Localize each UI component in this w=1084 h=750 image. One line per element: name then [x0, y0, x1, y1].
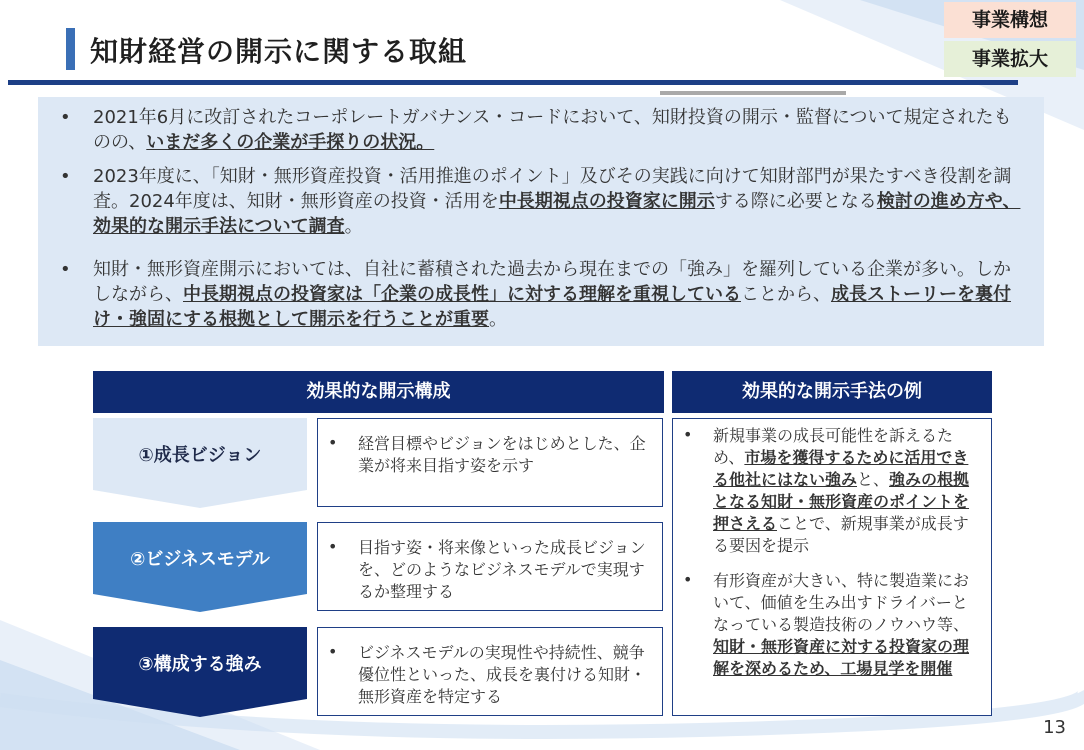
title-rule — [8, 80, 1018, 85]
step-description-2 — [317, 522, 663, 611]
step-description-1 — [317, 418, 663, 507]
step-growth-vision — [93, 418, 307, 508]
page-number: 13 — [1043, 717, 1066, 738]
bullet: • — [328, 537, 338, 556]
bullet: • — [683, 425, 693, 444]
disclosure-structure-header: 効果的な開示構成 — [93, 371, 664, 413]
bullet: • — [328, 642, 338, 661]
summary-box — [38, 97, 1044, 346]
disclosure-method-examples — [672, 418, 992, 716]
method-example-1: 新規事業の成長可能性を訴えるため、市場を獲得するために活用できる他社にはない強みと、強みの根拠となる知財・無形資産のポイントを押さえることで、新規事業が成長する要因を提示 — [713, 426, 970, 555]
bullet: • — [328, 433, 338, 452]
step-label: ①成長ビジョン — [138, 445, 262, 466]
title-accent-bar — [66, 28, 75, 70]
step-label: ②ビジネスモデル — [130, 549, 270, 570]
step-core-strengths — [93, 627, 307, 717]
step-description-3 — [317, 627, 663, 716]
summary-item-2: • 2023年度に、「知財・無形資産投資・活用推進のポイント」及びその実践に向けて知財部門が果たすべき役割を調査。2024年度は、知財・無形資産の投資・活用を中長期視点の投資家に開示する際に必要となる検討の進め方や、効果的な開示手法について調査。 — [48, 164, 1023, 239]
disclosure-method-header: 効果的な開示手法の例 — [672, 371, 992, 413]
step-description-text: 目指す姿・将来像といった成長ビジョンを、どのようなビジネスモデルで実現するか整理する — [358, 538, 646, 601]
summary-item-1: • 2021年6月に改訂されたコーポレートガバナンス・コードにおいて、知財投資の開示・監督について規定されたものの、いまだ多くの企業が手探りの状況。 — [48, 105, 1023, 155]
step-business-model — [93, 522, 307, 612]
page-title: 知財経営の開示に関する取組 — [90, 35, 468, 68]
summary-item-3: • 知財・無形資産開示においては、自社に蓄積された過去から現在までの「強み」を羅列している企業が多い。しかしながら、中長期視点の投資家は「企業の成長性」に対する理解を重視していることから、成長ストーリーを裏付け・強固にする根拠として開示を行うことが重要。 — [48, 257, 1023, 332]
tag-business-concept: 事業構想 — [944, 2, 1076, 38]
title-subrule — [660, 91, 846, 95]
bullet: • — [683, 570, 693, 589]
step-description-text: ビジネスモデルの実現性や持続性、競争優位性といった、成長を裏付ける知財・無形資産を特定する — [358, 643, 647, 706]
tag-business-expansion: 事業拡大 — [944, 41, 1076, 77]
method-example-2: 有形資産が大きい、特に製造業において、価値を生み出すドライバーとなっている製造技術のノウハウ等、知財・無形資産に対する投資家の理解を深めるため、工場見学を開催 — [713, 571, 970, 678]
step-label: ③構成する強み — [138, 654, 262, 675]
step-description-text: 経営目標やビジョンをはじめとした、企業が将来目指す姿を示す — [358, 434, 646, 475]
